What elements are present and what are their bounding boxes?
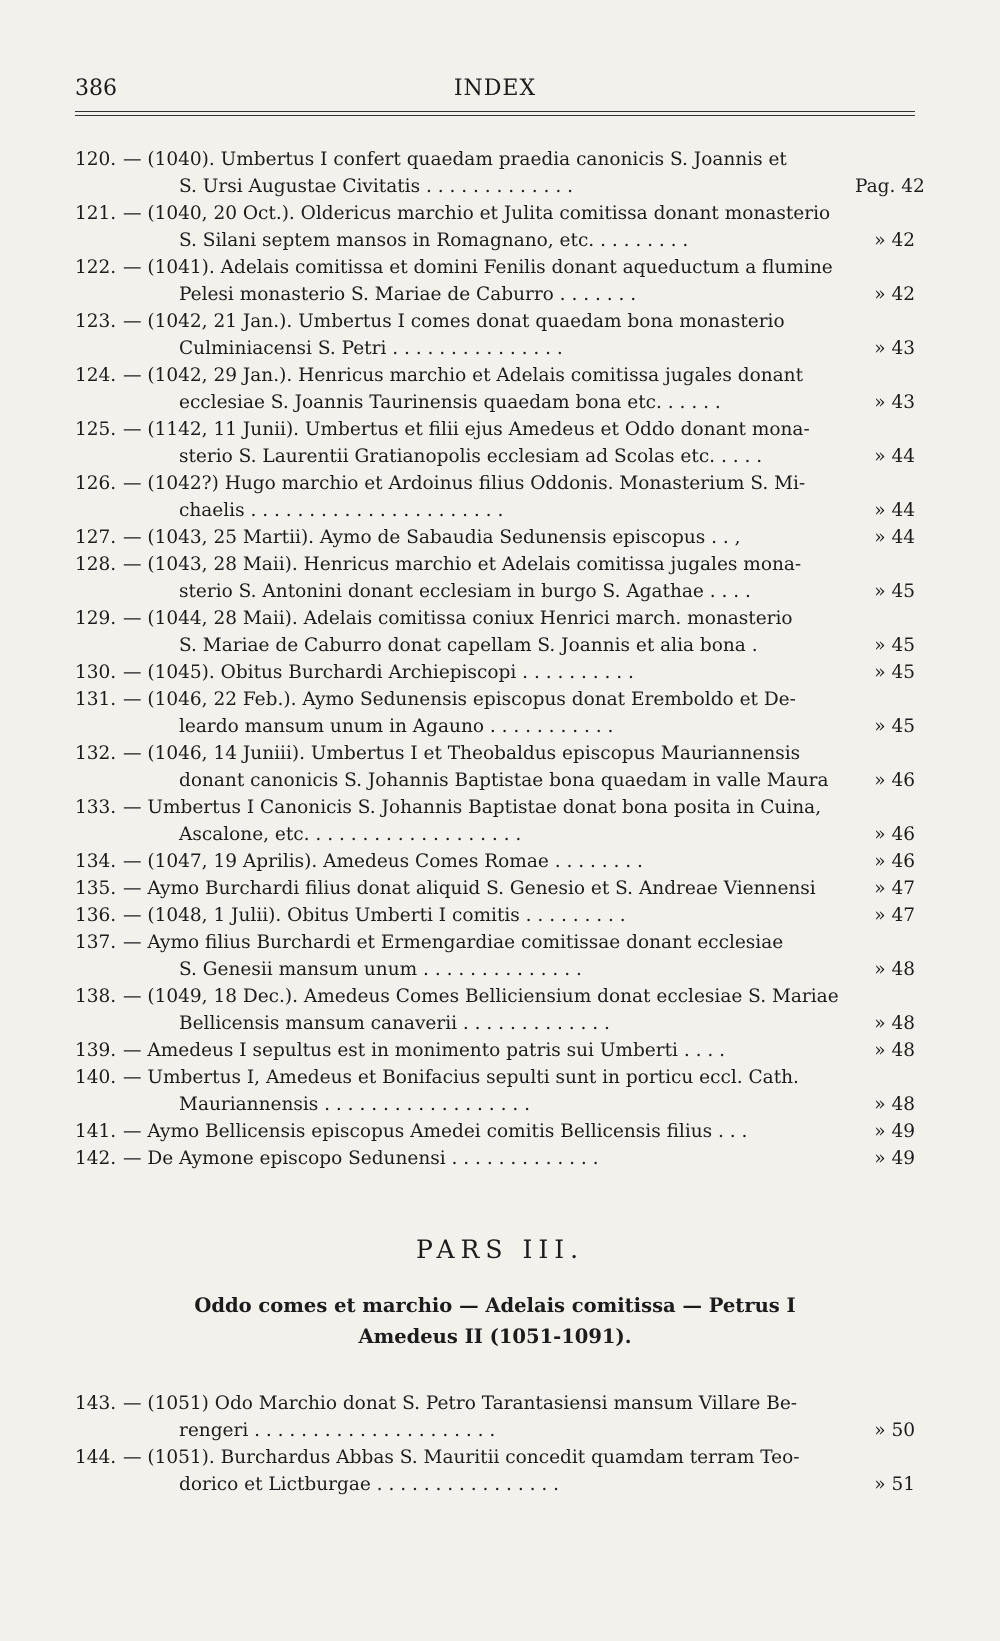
entry-text: — (1046, 14 Juniii). Umbertus I et Theobaldus episcopus Mauriannensis: [123, 743, 801, 764]
entry-text-continued: chaelis . . . . . . . . . . . . . . . . . . . . . .: [179, 500, 504, 521]
entry-text: — (1051) Odo Marchio donat S. Petro Tarantasiensi mansum Villare Be-: [123, 1393, 798, 1414]
index-entry: [75, 416, 915, 470]
entry-line: [75, 200, 915, 227]
entry-text-continued: rengeri . . . . . . . . . . . . . . . . . . . . .: [179, 1420, 496, 1441]
entry-page-ref: » 48: [874, 959, 915, 980]
entry-line-continued: [75, 956, 915, 983]
index-entry: [75, 200, 915, 254]
entry-text-continued: S. Mariae de Caburro donat capellam S. Joannis et alia bona .: [179, 635, 758, 656]
entry-number: 134.: [75, 851, 117, 872]
entry-text: — (1046, 22 Feb.). Aymo Sedunensis episcopus donat Eremboldo et De-: [123, 689, 796, 710]
entry-page-ref: » 47: [874, 905, 915, 926]
entry-text-continued: S. Genesii mansum unum . . . . . . . . . . . . . .: [179, 959, 582, 980]
entry-line: [75, 1145, 915, 1172]
index-entries: [75, 146, 925, 1172]
entry-line-continued: [75, 632, 915, 659]
entry-text: — De Aymone episcopo Sedunensi . . . . . . . . . . . . .: [123, 1148, 599, 1169]
entry-line: [75, 1037, 915, 1064]
index-entry: [75, 983, 915, 1037]
entry-number: 142.: [75, 1148, 117, 1169]
index-entry: [75, 1444, 915, 1498]
entry-page-ref: » 46: [874, 770, 915, 791]
entry-line-continued: [75, 1010, 915, 1037]
index-entry: [75, 875, 915, 902]
entry-number: 131.: [75, 689, 117, 710]
entry-line: [75, 659, 915, 686]
entry-line-continued: [75, 443, 915, 470]
index-entry: [75, 605, 915, 659]
entry-line-continued: [75, 821, 915, 848]
entry-text: — Umbertus I Canonicis S. Johannis Baptistae donat bona posita in Cuina,: [123, 797, 822, 818]
entry-number: 143.: [75, 1393, 117, 1414]
running-title: INDEX: [453, 76, 537, 101]
entry-line: [75, 686, 915, 713]
entry-number: 121.: [75, 203, 117, 224]
entry-text: — (1047, 19 Aprilis). Amedeus Comes Romae . . . . . . . .: [123, 851, 643, 872]
entry-line-continued: [75, 497, 915, 524]
entry-line: [75, 740, 915, 767]
entry-number: 130.: [75, 662, 117, 683]
entry-text-continued: S. Ursi Augustae Civitatis . . . . . . . . . . . . .: [179, 176, 573, 197]
entry-line: [75, 1444, 915, 1471]
index-entry: [75, 1145, 915, 1172]
entry-text: — (1040). Umbertus I confert quaedam praedia canonicis S. Joannis et: [123, 149, 787, 170]
entry-number: 132.: [75, 743, 117, 764]
part-title: PARS III.: [415, 1235, 585, 1264]
entry-number: 140.: [75, 1067, 117, 1088]
entry-page-ref: » 42: [874, 284, 915, 305]
entry-line-continued: [75, 1471, 915, 1498]
entry-text-continued: sterio S. Laurentii Gratianopolis ecclesiam ad Scolas etc. . . . .: [179, 446, 763, 467]
entry-text: — (1040, 20 Oct.). Oldericus marchio et Julita comitissa donant monasterio: [123, 203, 831, 224]
page-number: 386: [75, 76, 117, 101]
index-entry: [75, 551, 915, 605]
section-title-line-2: Amedeus II (1051-1091).: [358, 1325, 632, 1348]
entry-line: [75, 875, 915, 902]
entry-number: 135.: [75, 878, 117, 899]
entry-line: [75, 524, 915, 551]
entry-number: 129.: [75, 608, 117, 629]
entry-text-continued: Pelesi monasterio S. Mariae de Caburro . . . . . . .: [179, 284, 637, 305]
index-entry: [75, 794, 915, 848]
entry-number: 125.: [75, 419, 117, 440]
entry-line: [75, 146, 915, 173]
entry-text-continued: S. Silani septem mansos in Romagnano, etc. . . . . . . . .: [179, 230, 689, 251]
entry-number: 127.: [75, 527, 117, 548]
index-entry: [75, 902, 915, 929]
entry-line: [75, 794, 915, 821]
entry-line-continued: [75, 227, 915, 254]
entry-page-ref: » 46: [874, 851, 915, 872]
entry-text-continued: ecclesiae S. Joannis Taurinensis quaedam bona etc. . . . . .: [179, 392, 721, 413]
entry-text: — (1042?) Hugo marchio et Ardoinus filius Oddonis. Monasterium S. Mi-: [123, 473, 806, 494]
entry-line-continued: [75, 389, 915, 416]
entry-text: — (1043, 28 Maii). Henricus marchio et Adelais comitissa jugales mona-: [123, 554, 802, 575]
header-rule: [75, 111, 915, 112]
entry-line-continued: [75, 578, 915, 605]
entry-line-continued: [75, 1091, 915, 1118]
entry-line: [75, 1064, 915, 1091]
entry-number: 128.: [75, 554, 117, 575]
index-entry: [75, 146, 925, 200]
entry-page-ref: » 49: [874, 1148, 915, 1169]
index-entry: [75, 1064, 915, 1118]
entry-text-continued: donant canonicis S. Johannis Baptistae bona quaedam in valle Maura: [179, 770, 829, 791]
entry-text: — (1142, 11 Junii). Umbertus et filii ejus Amedeus et Oddo donant mona-: [123, 419, 810, 440]
entry-line: [75, 983, 915, 1010]
section-title-line-1: Oddo comes et marchio — Adelais comitissa — Petrus I: [194, 1294, 796, 1317]
entry-text: — (1042, 29 Jan.). Henricus marchio et Adelais comitissa jugales donant: [123, 365, 804, 386]
entry-page-ref: » 42: [874, 230, 915, 251]
entry-page-ref: » 47: [874, 878, 915, 899]
entry-page-ref: » 45: [874, 581, 915, 602]
entry-number: 123.: [75, 311, 117, 332]
entry-text-continued: Mauriannensis . . . . . . . . . . . . . . . . . .: [179, 1094, 530, 1115]
entry-number: 144.: [75, 1447, 117, 1468]
index-entry: [75, 308, 915, 362]
entry-page-ref: » 45: [874, 635, 915, 656]
entry-text: — Amedeus I sepultus est in monimento patris sui Umberti . . . .: [123, 1040, 725, 1061]
entry-number: 141.: [75, 1121, 117, 1142]
index-entries-part-3: [75, 1390, 915, 1498]
entry-text-continued: Culminiacensi S. Petri . . . . . . . . . . . . . . .: [179, 338, 563, 359]
index-entry: [75, 929, 915, 983]
entry-number: 122.: [75, 257, 117, 278]
entry-text-continued: leardo mansum unum in Agauno . . . . . . . . . . .: [179, 716, 614, 737]
entry-number: 126.: [75, 473, 117, 494]
entry-text: — Umbertus I, Amedeus et Bonifacius sepulti sunt in porticu eccl. Cath.: [123, 1067, 799, 1088]
index-entry: [75, 686, 915, 740]
entry-line-continued: [75, 173, 925, 200]
entry-number: 136.: [75, 905, 117, 926]
entry-text: — (1043, 25 Martii). Aymo de Sabaudia Sedunensis episcopus . . ,: [123, 527, 741, 548]
entry-text: — (1048, 1 Julii). Obitus Umberti I comitis . . . . . . . . .: [123, 905, 626, 926]
index-entry: [75, 254, 915, 308]
entry-line: [75, 1390, 915, 1417]
entry-page-ref: » 46: [874, 824, 915, 845]
entry-number: 139.: [75, 1040, 117, 1061]
entry-text-continued: Ascalone, etc. . . . . . . . . . . . . . . . . . .: [179, 824, 522, 845]
entry-text: — Aymo Bellicensis episcopus Amedei comitis Bellicensis filius . . .: [123, 1121, 748, 1142]
entry-text-continued: sterio S. Antonini donant ecclesiam in burgo S. Agathae . . . .: [179, 581, 751, 602]
entry-page-ref: » 51: [874, 1474, 915, 1495]
entry-line: [75, 1118, 915, 1145]
index-entry: [75, 362, 915, 416]
entry-page-ref: » 44: [874, 500, 915, 521]
entry-text-continued: dorico et Lictburgae . . . . . . . . . . . . . . . .: [179, 1474, 559, 1495]
entry-line-continued: [75, 335, 915, 362]
index-entry: [75, 470, 915, 524]
entry-line-continued: [75, 713, 915, 740]
entry-page-ref: » 48: [874, 1040, 915, 1061]
entry-page-ref: Pag. 42: [855, 176, 925, 197]
entry-line-continued: [75, 281, 915, 308]
index-entry: [75, 1037, 915, 1064]
entry-line-continued: [75, 767, 915, 794]
entry-text: — (1049, 18 Dec.). Amedeus Comes Belliciensium donat ecclesiae S. Mariae: [123, 986, 839, 1007]
index-entry: [75, 1118, 915, 1145]
entry-page-ref: » 43: [874, 338, 915, 359]
entry-page-ref: » 50: [874, 1420, 915, 1441]
entry-number: 124.: [75, 365, 117, 386]
entry-page-ref: » 44: [874, 527, 915, 548]
index-entry: [75, 740, 915, 794]
entry-page-ref: » 49: [874, 1121, 915, 1142]
entry-number: 137.: [75, 932, 117, 953]
entry-line: [75, 605, 915, 632]
header-rule-thin: [75, 115, 915, 116]
entry-text: — (1045). Obitus Burchardi Archiepiscopi . . . . . . . . . .: [123, 662, 634, 683]
index-entry: [75, 1390, 915, 1444]
entry-line: [75, 416, 915, 443]
entry-text: — (1051). Burchardus Abbas S. Mauritii concedit quamdam terram Teo-: [123, 1447, 800, 1468]
index-entry: [75, 848, 915, 875]
entry-line: [75, 551, 915, 578]
page-header: [75, 76, 915, 116]
entry-line: [75, 848, 915, 875]
entry-line-continued: [75, 1417, 915, 1444]
entry-text: — (1042, 21 Jan.). Umbertus I comes donat quaedam bona monasterio: [123, 311, 785, 332]
entry-line: [75, 470, 915, 497]
entry-line: [75, 902, 915, 929]
index-entry: [75, 659, 915, 686]
entry-page-ref: » 45: [874, 716, 915, 737]
entry-text: — (1044, 28 Maii). Adelais comitissa coniux Henrici march. monasterio: [123, 608, 793, 629]
entry-page-ref: » 45: [874, 662, 915, 683]
entry-number: 133.: [75, 797, 117, 818]
entry-line: [75, 308, 915, 335]
entry-page-ref: » 44: [874, 446, 915, 467]
entry-text: — (1041). Adelais comitissa et domini Fenilis donant aqueductum a flumine: [123, 257, 833, 278]
entry-text: — Aymo filius Burchardi et Ermengardiae comitissae donant ecclesiae: [123, 932, 784, 953]
entry-page-ref: » 48: [874, 1094, 915, 1115]
entry-line: [75, 929, 915, 956]
entry-line: [75, 254, 915, 281]
entry-number: 138.: [75, 986, 117, 1007]
entry-line: [75, 362, 915, 389]
entry-number: 120.: [75, 149, 117, 170]
index-entry: [75, 524, 915, 551]
entry-text: — Aymo Burchardi filius donat aliquid S. Genesio et S. Andreae Viennensi: [123, 878, 816, 899]
entry-page-ref: » 48: [874, 1013, 915, 1034]
entry-page-ref: » 43: [874, 392, 915, 413]
entry-text-continued: Bellicensis mansum canaverii . . . . . . . . . . . . .: [179, 1013, 610, 1034]
